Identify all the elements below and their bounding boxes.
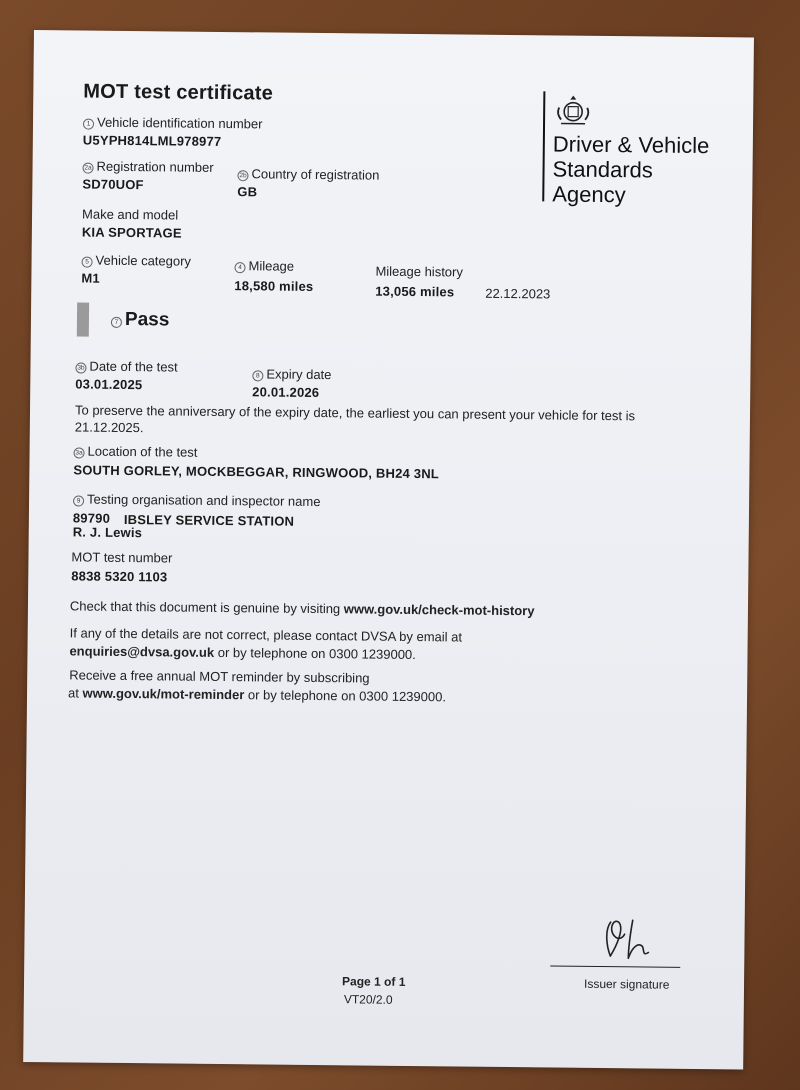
royal-coat-of-arms-icon <box>553 93 593 134</box>
anniversary-note: To preserve the anniversary of the expiry date, the earliest you can present your vehicle for test is <box>74 402 636 424</box>
check-mot-history-link[interactable]: www.gov.uk/check-mot-history <box>343 601 535 619</box>
result-value: 7 Pass <box>111 309 170 332</box>
testing-org-label: 9 Testing organisation and inspector name <box>73 491 321 509</box>
test-date-value: 03.01.2025 <box>75 376 143 393</box>
category-label: 5 Vehicle category <box>82 253 192 269</box>
testing-org-code: 89790 <box>72 510 111 526</box>
contact-email-link[interactable]: enquiries@dvsa.gov.uk <box>69 643 215 660</box>
location-value: SOUTH GORLEY, MOCKBEGGAR, RINGWOOD, BH24 3NL <box>73 462 440 482</box>
mileage-history-date: 22.12.2023 <box>485 285 551 302</box>
expiry-value: 20.01.2026 <box>252 384 320 401</box>
vin-label: 1 Vehicle identification number <box>83 115 263 132</box>
result-status-box <box>77 302 89 336</box>
certificate-title: MOT test certificate <box>83 80 274 105</box>
field-number: 3b <box>75 362 86 373</box>
field-number: 3a <box>74 447 85 458</box>
field-number: 2b <box>237 170 248 181</box>
test-date-label: 3b Date of the test <box>77 358 178 375</box>
registration-label: 2a Registration number <box>84 158 214 175</box>
agency-name-line2: Standards <box>552 156 653 183</box>
page-number: Page 1 of 1 <box>341 974 406 989</box>
mileage-history-label: Mileage history <box>375 263 464 280</box>
field-number: 5 <box>82 257 93 268</box>
agency-name-line3: Agency <box>552 181 626 208</box>
agency-name-line1: Driver & Vehicle <box>552 131 710 159</box>
issuer-signature-label: Issuer signature <box>583 976 670 992</box>
certificate-paper <box>23 30 754 1069</box>
registration-value: SD70UOF <box>82 176 144 193</box>
make-model-value: KIA SPORTAGE <box>81 224 182 241</box>
field-number: 7 <box>111 317 122 328</box>
anniversary-note-date: 21.12.2025. <box>74 419 144 436</box>
category-value: M1 <box>81 270 100 286</box>
field-number: 2a <box>82 163 93 174</box>
vin-value: U5YPH814LML978977 <box>82 132 222 149</box>
genuine-check-text: Check that this document is genuine by visiting www.gov.uk/check-mot-history <box>69 598 535 619</box>
contact-text: If any of the details are not correct, please contact DVSA by email at <box>69 625 463 645</box>
location-label: 3a Location of the test <box>75 443 198 460</box>
field-number: 9 <box>73 495 84 506</box>
mileage-history-value: 13,056 miles <box>375 283 455 300</box>
test-number-label: MOT test number <box>71 549 173 566</box>
field-number: 8 <box>252 370 263 381</box>
country-value: GB <box>237 184 258 200</box>
form-code: VT20/2.0 <box>343 992 393 1007</box>
testing-org-name: IBSLEY SERVICE STATION <box>123 511 295 529</box>
field-number: 1 <box>83 119 94 130</box>
test-number-value: 8838 5320 1103 <box>71 568 168 585</box>
inspector-name: R. J. Lewis <box>72 524 143 541</box>
logo-divider <box>542 91 545 201</box>
mileage-value: 18,580 miles <box>234 278 314 294</box>
mot-reminder-link[interactable]: www.gov.uk/mot-reminder <box>82 685 245 703</box>
issuer-signature-mark <box>602 916 663 972</box>
country-label: 2b Country of registration <box>239 166 380 183</box>
mileage-label: 4 Mileage <box>234 258 294 274</box>
reminder-details: at www.gov.uk/mot-reminder or by telephone on 0300 1239000. <box>67 685 447 705</box>
contact-details: enquiries@dvsa.gov.uk or by telephone on 0300 1239000. <box>69 643 416 663</box>
expiry-label: 8 Expiry date <box>252 366 331 382</box>
make-model-label: Make and model <box>81 206 179 223</box>
field-number: 4 <box>234 262 245 273</box>
reminder-text: Receive a free annual MOT reminder by subscribing <box>69 667 370 686</box>
